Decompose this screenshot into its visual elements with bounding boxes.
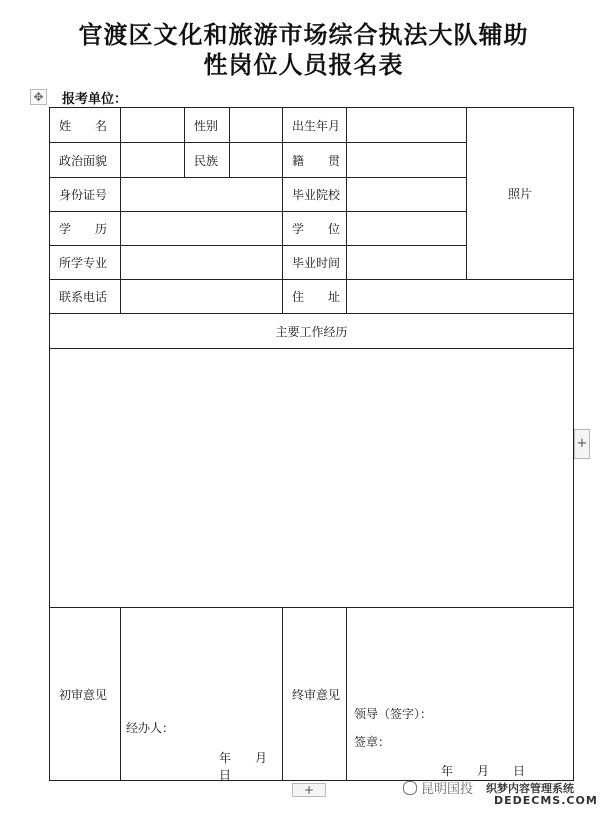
- applying-unit-label: 报考单位：: [62, 92, 128, 107]
- registration-form-table: [49, 107, 574, 781]
- graduation-time-label: 毕业时间: [283, 246, 347, 280]
- gender-label: 性别: [185, 108, 230, 143]
- origin-label: 籍 贯: [283, 143, 347, 178]
- gender-value-cell[interactable]: [230, 108, 283, 143]
- form-title-line-2: 性岗位人员报名表: [203, 50, 404, 79]
- address-label: 住 址: [283, 280, 347, 314]
- work-experience-area[interactable]: [50, 349, 574, 608]
- final-review-date: 年 月 日: [441, 764, 526, 778]
- education-value-cell[interactable]: [121, 212, 283, 246]
- name-label: 姓 名: [50, 108, 121, 143]
- birth-value-cell[interactable]: [347, 108, 467, 143]
- name-value-cell[interactable]: [121, 108, 185, 143]
- handler-label: 经办人：: [126, 721, 175, 735]
- add-row-button[interactable]: +: [292, 783, 326, 797]
- first-review-sign-cell[interactable]: [121, 608, 292, 782]
- address-value-cell[interactable]: [347, 280, 574, 314]
- degree-value-cell[interactable]: [347, 212, 467, 246]
- leader-signature-label: 领导（签字）：: [354, 707, 433, 721]
- phone-value-cell[interactable]: [121, 280, 283, 314]
- photo-cell[interactable]: 照片: [467, 108, 574, 280]
- birth-label: 出生年月: [283, 108, 347, 143]
- first-review-date: 年 月 日: [219, 751, 292, 782]
- graduation-time-value-cell[interactable]: [347, 246, 467, 280]
- work-experience-header: 主要工作经历: [50, 314, 574, 349]
- degree-label: 学 位: [283, 212, 347, 246]
- origin-value-cell[interactable]: [347, 143, 467, 178]
- watermark-brand: 织梦内容管理系统: [486, 782, 574, 795]
- first-review-label: 初审意见: [50, 608, 121, 781]
- id-number-label: 身份证号: [50, 178, 121, 212]
- politics-label: 政治面貌: [50, 143, 121, 178]
- major-value-cell[interactable]: [121, 246, 283, 280]
- wechat-icon: [403, 781, 417, 795]
- education-label: 学 历: [50, 212, 121, 246]
- phone-label: 联系电话: [50, 280, 121, 314]
- watermark-source-text: 昆明国投: [421, 782, 474, 797]
- table-move-handle-icon[interactable]: ✥: [30, 89, 47, 105]
- watermark-site: DEDECMS.COM: [494, 794, 598, 807]
- watermark-source: [403, 778, 473, 797]
- seal-label: 签章：: [354, 735, 391, 749]
- add-column-button[interactable]: +: [574, 429, 590, 459]
- politics-value-cell[interactable]: [121, 143, 185, 178]
- graduated-school-value-cell[interactable]: [347, 178, 467, 212]
- ethnicity-value-cell[interactable]: [230, 143, 283, 178]
- graduated-school-label: 毕业院校: [283, 178, 347, 212]
- form-title-line-1: 官渡区文化和旅游市场综合执法大队辅助: [78, 20, 529, 49]
- ethnicity-label: 民族: [185, 143, 230, 178]
- id-number-value-cell[interactable]: [121, 178, 283, 212]
- final-review-label: 终审意见: [283, 608, 347, 781]
- major-label: 所学专业: [50, 246, 121, 280]
- final-review-sign-cell[interactable]: [347, 608, 574, 781]
